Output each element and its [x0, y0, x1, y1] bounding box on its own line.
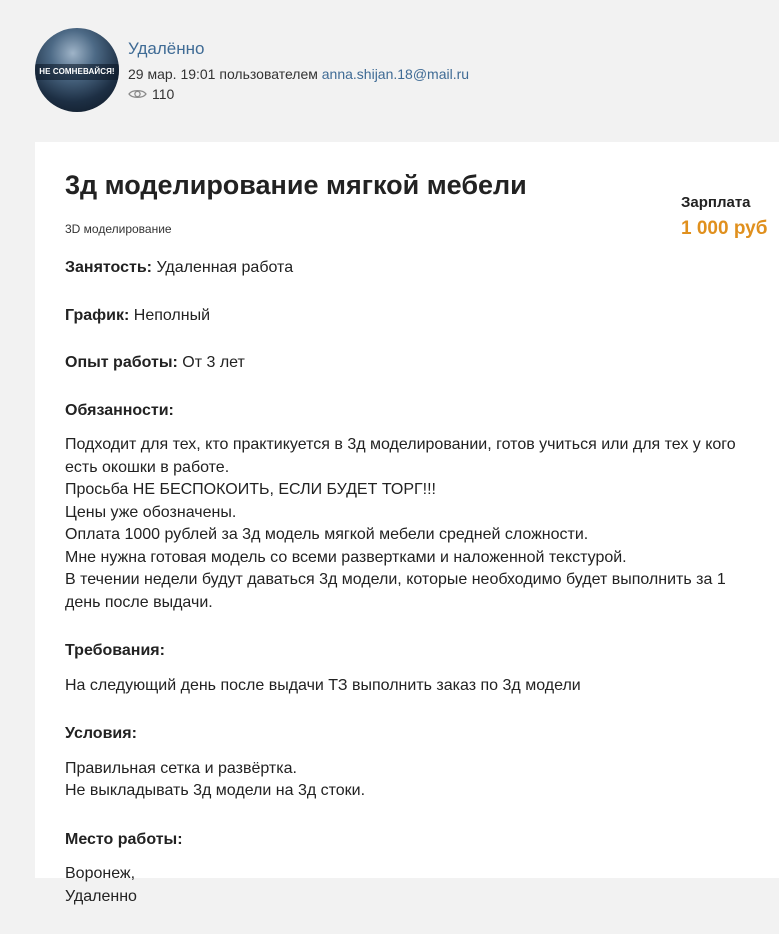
employment-field [65, 257, 765, 280]
conditions-line: Правильная сетка и развёртка. [65, 759, 297, 777]
workplace-line: Воронеж, [65, 865, 136, 882]
experience-value: От 3 лет [182, 354, 245, 371]
duties-title: Обязанности: [65, 401, 174, 419]
views-counter [128, 86, 174, 102]
requirements-title: Требования: [65, 642, 165, 659]
conditions-line: Не выкладывать 3д модели на 3д стоки. [65, 782, 366, 799]
employment-value: Удаленная работа [156, 259, 294, 276]
by-user-text: пользователем [219, 66, 318, 82]
conditions-text [65, 758, 765, 803]
workplace-text [65, 863, 765, 908]
workplace-line: Удаленно [65, 887, 137, 905]
views-count: 110 [152, 86, 175, 102]
schedule-value: Неполный [133, 306, 211, 324]
vacancy-card [35, 142, 779, 905]
avatar[interactable] [35, 28, 119, 112]
duties-line: В течении недели будут даваться 3д модели, которые необходимо будет выполнить за 1 день после выдачи. [65, 571, 726, 611]
duties-text [65, 434, 765, 614]
experience-label: Опыт работы: [65, 354, 178, 371]
page-title: 3д моделирование мягкой мебели [65, 170, 527, 200]
experience-field [65, 352, 765, 375]
eye-icon [128, 88, 147, 100]
duties-line: Оплата 1000 рублей за 3д модель мягкой мебели средней сложности. [65, 526, 589, 543]
duties-line: Подходит для тех, кто практикуется в 3д моделировании, готов учиться или для тех у кого есть окошки в работе. [65, 436, 736, 476]
salary-label: Зарплата [681, 194, 751, 211]
duties-line: Мне нужна готовая модель со всеми развертками и наложенной текстурой. [65, 548, 627, 566]
requirements-line: На следующий день после выдачи ТЗ выполнить заказ по 3д модели [65, 676, 581, 694]
vacancy-body [65, 257, 765, 934]
salary-value: 1 000 руб [681, 218, 768, 239]
post-header [0, 0, 779, 140]
duties-line: Цены уже обозначены. [65, 503, 237, 521]
duties-line: Просьба НЕ БЕСПОКОИТЬ, ЕСЛИ БУДЕТ ТОРГ!!! [65, 481, 436, 498]
workplace-title: Место работы: [65, 830, 183, 848]
category-label[interactable]: 3D моделирование [65, 222, 172, 236]
schedule-label: График: [65, 306, 130, 324]
requirements-text [65, 675, 765, 698]
employment-label: Занятость: [65, 259, 153, 276]
author-name-link[interactable]: Удалённо [128, 39, 205, 58]
author-email-link[interactable]: anna.shijan.18@mail.ru [321, 66, 470, 82]
post-date: 29 мар. 19:01 [128, 66, 216, 82]
post-meta [128, 66, 469, 82]
conditions-title: Условия: [65, 725, 137, 742]
schedule-field [65, 305, 765, 328]
avatar-badge-text: НЕ СОМНЕВАЙСЯ! [35, 64, 119, 80]
